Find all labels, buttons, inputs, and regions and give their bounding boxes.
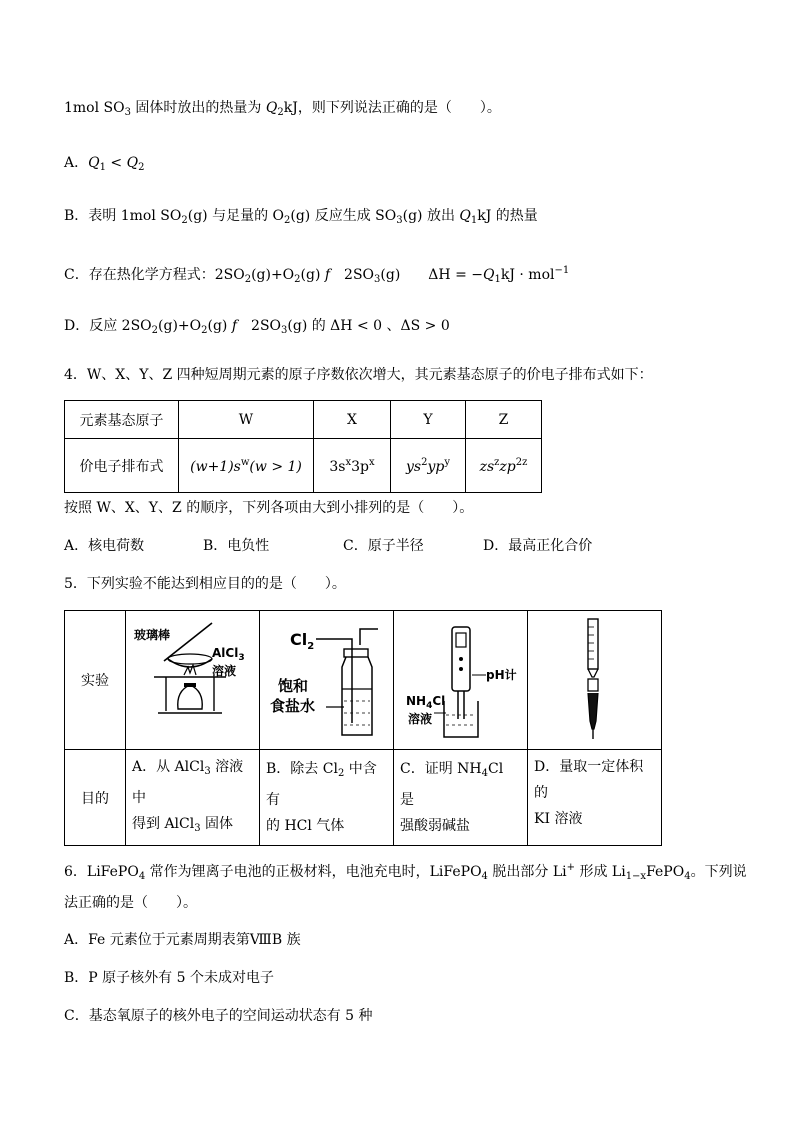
q6-option-a: A．Fe 元素位于元素周期表第ⅧB 族 xyxy=(64,932,301,948)
sub: 2 xyxy=(151,325,159,336)
row-label-purpose: 目的 xyxy=(65,750,126,846)
ph-meter-icon xyxy=(394,611,527,749)
text: (g) 的 ΔH < 0 、ΔS > 0 xyxy=(287,318,450,334)
text: D．量取一定体积的 xyxy=(534,759,644,801)
table-cell-z xyxy=(466,439,542,493)
label-ph-meter: pH计 xyxy=(486,668,517,682)
text: 形成 Li xyxy=(575,864,626,880)
text xyxy=(132,811,253,842)
apparatus-evaporation xyxy=(126,611,260,750)
q6-option-c: C．基态氧原子的核外电子的空间运动状态有 5 种 xyxy=(64,1008,373,1024)
text: (g)+O xyxy=(251,267,295,283)
sup: y xyxy=(444,456,450,468)
sub: 2 xyxy=(277,107,284,118)
option-a-cell xyxy=(126,750,260,846)
text: C．存在热化学方程式：2SO xyxy=(64,267,245,283)
text: 脱出部分 Li xyxy=(487,864,567,880)
label-glass-rod: 玻璃棒 xyxy=(134,628,171,642)
sub: 4 xyxy=(481,871,488,882)
text: (g) 放出 xyxy=(402,208,460,224)
text: kJ，则下列说法正确的是（ ）。 xyxy=(283,100,501,116)
sub: 3 xyxy=(281,325,288,336)
text: (g)+O xyxy=(158,318,202,334)
sub: 2 xyxy=(181,215,188,226)
text: B．表明 1mol SO xyxy=(64,208,182,224)
sub: 4 xyxy=(426,701,433,711)
q6-option-b: B．P 原子核外有 5 个未成对电子 xyxy=(64,970,274,986)
q5-stem: 5．下列实验不能达到相应目的的是（ ）。 xyxy=(64,576,346,592)
sub: 2 xyxy=(138,162,145,173)
text: 3s xyxy=(329,458,346,475)
sub: 3 xyxy=(238,653,245,663)
text: A．从 AlCl xyxy=(132,758,205,775)
table-cell-y xyxy=(391,439,466,493)
sup: 2 xyxy=(421,456,428,468)
var: Q xyxy=(265,100,278,116)
sub: 3 xyxy=(374,274,381,285)
apparatus-washing-bottle xyxy=(260,611,394,750)
sub: 3 xyxy=(204,765,211,777)
option-b-cell xyxy=(260,750,394,846)
text xyxy=(266,756,387,813)
evaporating-dish-icon xyxy=(126,611,259,749)
arrow-glyph: f xyxy=(324,267,331,283)
sub: 4 xyxy=(481,768,488,779)
q4-stem: 4．W、X、Y、Z 四种短周期元素的原子序数依次增大，其元素基态原子的价电子排布式如下： xyxy=(64,367,653,383)
text: Cl 是 xyxy=(400,761,504,808)
apparatus-ph-meter xyxy=(394,611,528,750)
sup: + xyxy=(566,862,575,873)
label-cl2 xyxy=(290,630,314,652)
burette-icon xyxy=(528,611,661,749)
label-solution: 溶液 xyxy=(408,712,433,726)
sub: 2 xyxy=(284,215,291,226)
var: Q xyxy=(483,267,495,283)
sup: x xyxy=(368,456,375,468)
text: Cl xyxy=(432,694,446,708)
text: < xyxy=(105,155,127,171)
sup: 2z xyxy=(515,456,528,468)
text: zp xyxy=(499,458,516,475)
sub: 2 xyxy=(244,274,252,285)
q6-stem-line1 xyxy=(64,858,747,887)
label-saturated: 饱和 xyxy=(278,677,309,695)
text: 固体时放出的热量为 xyxy=(130,100,266,116)
sub: 4 xyxy=(684,871,691,882)
q4-follow: 按照 W、X、Y、Z 的顺序，下列各项由大到小排列的是（ ）。 xyxy=(64,500,474,516)
q5-experiment-table xyxy=(64,610,662,846)
text: (g) ΔH = − xyxy=(380,267,483,283)
text: 常作为锂离子电池的正极材料，电池充电时，LiFePO xyxy=(145,864,482,880)
text: 强酸弱碱盐 xyxy=(400,818,470,834)
text: C．证明 NH xyxy=(400,761,482,777)
table-header: 元素基态原子 xyxy=(65,401,179,439)
sub: 4 xyxy=(138,871,146,882)
sub: 2 xyxy=(294,274,301,285)
sub: 2 xyxy=(307,641,315,652)
sub: 1 xyxy=(494,274,501,285)
var: Q xyxy=(88,155,100,171)
sub: 3 xyxy=(194,822,201,834)
text: yp xyxy=(427,458,445,475)
text: 6．LiFePO xyxy=(64,864,139,880)
text: (g) xyxy=(300,267,325,283)
label-solution: 溶液 xyxy=(212,664,237,678)
q4-option-d: D．最高正化合价 xyxy=(483,538,593,554)
sup: w xyxy=(240,456,250,468)
apparatus-burette xyxy=(528,611,662,750)
text: ys xyxy=(406,458,422,475)
text: 3p xyxy=(351,458,369,475)
sub: 2 xyxy=(337,768,345,779)
text: B．除去 Cl xyxy=(266,761,338,777)
text: (g) xyxy=(207,318,232,334)
q4-option-a: A．核电荷数 xyxy=(64,538,145,554)
var: Q xyxy=(126,155,139,171)
q3-option-d xyxy=(64,316,450,341)
text: D．反应 2SO xyxy=(64,318,152,334)
text: 的 HCl 气体 xyxy=(266,818,345,834)
label-brine: 食盐水 xyxy=(270,697,316,715)
sub: 1−x xyxy=(625,871,647,882)
sub: 1 xyxy=(99,162,106,173)
sup: z xyxy=(494,456,500,468)
q4-option-b: B．电负性 xyxy=(203,538,270,554)
text: kJ 的热量 xyxy=(477,208,538,224)
arrow-glyph: f xyxy=(231,318,238,334)
text: 1mol SO xyxy=(64,100,125,116)
table-row-label: 价电子排布式 xyxy=(65,439,179,493)
text: NH xyxy=(406,694,427,708)
table-header: Z xyxy=(466,401,542,439)
text: zs xyxy=(479,458,495,475)
text: (g) 与足量的 O xyxy=(187,208,284,224)
q3-option-c xyxy=(64,261,569,290)
text xyxy=(400,756,521,813)
text: 2SO xyxy=(330,267,375,283)
table-header: Y xyxy=(391,401,466,439)
text: kJ · mol xyxy=(500,267,555,283)
q3-option-a xyxy=(64,153,144,178)
text: 。下列说 xyxy=(690,864,747,880)
text: A． xyxy=(64,155,89,171)
text xyxy=(132,754,253,811)
table-cell-w xyxy=(179,439,314,493)
q3-intro xyxy=(64,98,501,123)
text: 固体 xyxy=(200,815,234,832)
sup: −1 xyxy=(554,265,570,276)
text: FePO xyxy=(646,864,685,880)
text: 溶液中 xyxy=(132,758,244,806)
option-d-cell xyxy=(528,750,662,846)
text: 2SO xyxy=(237,318,282,334)
text: (w > 1) xyxy=(249,458,302,475)
q6-stem-line2: 法正确的是（ ）。 xyxy=(64,895,197,911)
sub: 3 xyxy=(124,107,131,118)
label-alcl3 xyxy=(212,646,245,663)
gas-washing-bottle-icon xyxy=(260,611,393,749)
text: AlCl xyxy=(212,646,239,660)
sub: 1 xyxy=(470,215,478,226)
text: 中含有 xyxy=(266,761,377,808)
text: Cl xyxy=(290,630,308,649)
table-cell-x xyxy=(314,439,391,493)
text: (g) 反应生成 SO xyxy=(290,208,397,224)
text: 得到 AlCl xyxy=(132,815,195,832)
table-header: W xyxy=(179,401,314,439)
text: KI 溶液 xyxy=(534,811,583,827)
sup: x xyxy=(345,456,352,468)
text: (w+1)s xyxy=(190,458,241,475)
row-label-experiment: 实验 xyxy=(65,611,126,750)
q4-electron-table xyxy=(64,400,542,493)
option-c-cell xyxy=(394,750,528,846)
table-header: X xyxy=(314,401,391,439)
label-nh4cl xyxy=(406,694,445,711)
var: Q xyxy=(459,208,471,224)
q3-option-b xyxy=(64,206,538,231)
sub: 3 xyxy=(396,215,403,226)
sub: 2 xyxy=(201,325,208,336)
q4-option-c: C．原子半径 xyxy=(343,538,424,554)
